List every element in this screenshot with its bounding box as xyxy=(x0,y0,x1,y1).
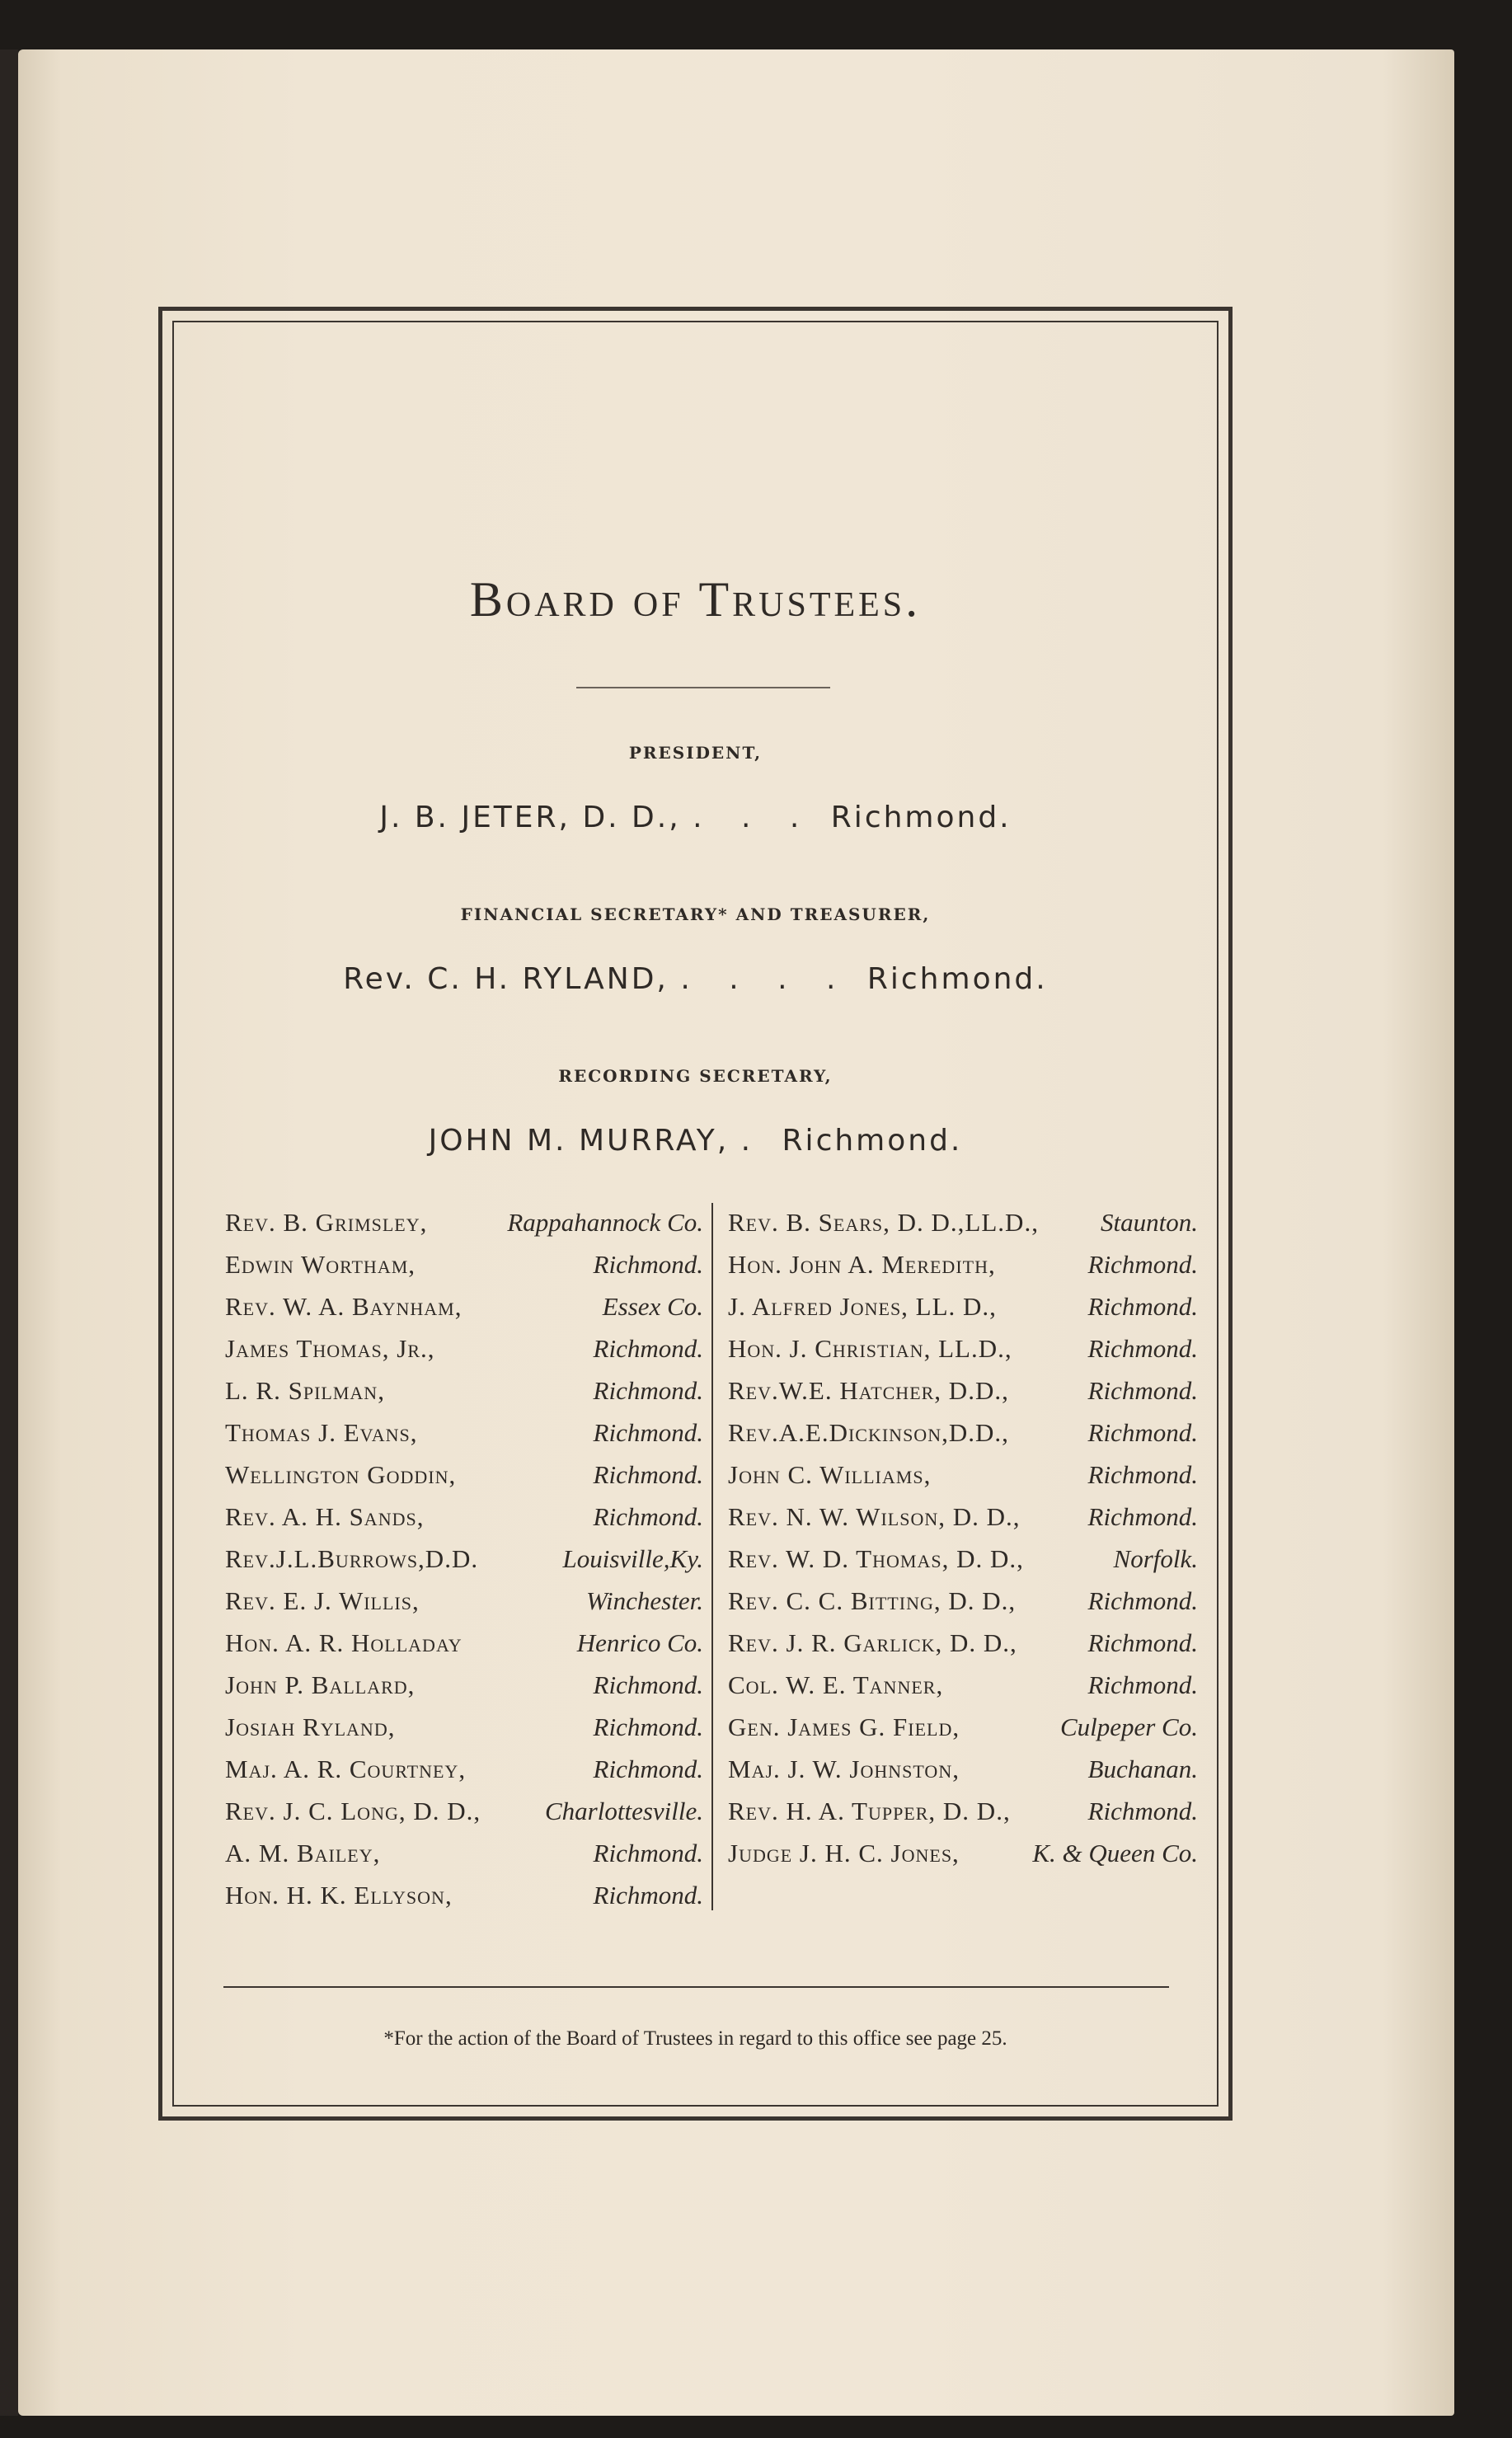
trustee-name: Rev. W. D. Thomas, D. D., xyxy=(728,1544,1024,1573)
trustee-row xyxy=(225,1670,703,1712)
trustee-row xyxy=(728,1797,1198,1839)
trustee-place: Richmond. xyxy=(593,1839,703,1867)
trustee-place: Buchanan. xyxy=(1087,1755,1198,1783)
trustee-name: Rev.J.L.Burrows,D.D. xyxy=(225,1544,479,1573)
footnote: *For the action of the Board of Trustees in regard to this office see page 25. xyxy=(383,2027,1007,2050)
trustee-place: Richmond. xyxy=(593,1418,703,1447)
trustee-name: Rev. N. W. Wilson, D. D., xyxy=(728,1502,1021,1531)
trustee-row xyxy=(728,1376,1198,1418)
trustee-row xyxy=(728,1418,1198,1460)
trustee-row xyxy=(225,1250,703,1292)
trustee-row xyxy=(728,1670,1198,1712)
trustee-place: K. & Queen Co. xyxy=(1032,1839,1198,1867)
trustee-name: John C. Williams, xyxy=(728,1460,932,1489)
trustee-row xyxy=(728,1628,1198,1670)
trustee-name: L. R. Spilman, xyxy=(225,1376,385,1405)
trustee-row xyxy=(225,1418,703,1460)
trustee-row xyxy=(728,1755,1198,1797)
president-leader-dots: . . . xyxy=(693,801,815,834)
trustee-place: Essex Co. xyxy=(602,1292,703,1321)
trustee-name: Col. W. E. Tanner, xyxy=(728,1670,944,1699)
trustee-name: Gen. James G. Field, xyxy=(728,1712,960,1741)
trustee-row xyxy=(728,1460,1198,1502)
trustees-right-column xyxy=(728,1208,1198,1881)
trustee-name: Hon. A. R. Holladay xyxy=(225,1628,463,1657)
trustee-name: Rev. W. A. Baynham, xyxy=(225,1292,463,1321)
book-page xyxy=(18,49,1454,2416)
trustee-row xyxy=(225,1712,703,1755)
trustee-place: Louisville,Ky. xyxy=(562,1544,703,1573)
trustee-place: Winchester. xyxy=(585,1586,703,1615)
trustee-place: Richmond. xyxy=(1087,1502,1198,1531)
trustee-name: Rev. C. C. Bitting, D. D., xyxy=(728,1586,1017,1615)
trustee-place: Richmond. xyxy=(1087,1250,1198,1279)
trustee-name: Rev. B. Grimsley, xyxy=(225,1208,428,1237)
trustee-row xyxy=(225,1208,703,1250)
title-divider xyxy=(576,687,830,688)
trustee-name: J. Alfred Jones, LL. D., xyxy=(728,1292,997,1321)
trustee-place: Richmond. xyxy=(593,1670,703,1699)
trustee-name: John P. Ballard, xyxy=(225,1670,416,1699)
trustee-place: Richmond. xyxy=(1087,1797,1198,1825)
trustee-row xyxy=(728,1712,1198,1755)
trustee-name: Rev. B. Sears, D. D.,LL.D., xyxy=(728,1208,1039,1237)
page-border xyxy=(158,307,1233,2121)
trustee-row xyxy=(728,1250,1198,1292)
trustee-place: Staunton. xyxy=(1101,1208,1198,1237)
trustee-row xyxy=(225,1755,703,1797)
trustee-name: Rev. J. C. Long, D. D., xyxy=(225,1797,481,1825)
trustee-place: Richmond. xyxy=(593,1376,703,1405)
trustee-row xyxy=(225,1334,703,1376)
recording-secretary-leader-dots: . xyxy=(740,1124,766,1158)
trustee-row xyxy=(728,1292,1198,1334)
recording-secretary-label: RECORDING SECRETARY, xyxy=(558,1066,833,1086)
trustee-place: Richmond. xyxy=(1087,1418,1198,1447)
trustee-name: Hon. H. K. Ellyson, xyxy=(225,1881,453,1910)
trustee-name: A. M. Bailey, xyxy=(225,1839,381,1867)
trustee-place: Charlottesville. xyxy=(544,1797,703,1825)
trustee-row xyxy=(728,1334,1198,1376)
trustee-row xyxy=(225,1839,703,1881)
trustee-place: Richmond. xyxy=(1087,1334,1198,1363)
trustee-row xyxy=(728,1586,1198,1628)
trustees-left-column xyxy=(225,1208,703,1923)
financial-secretary-entry xyxy=(174,962,1217,996)
trustee-place: Richmond. xyxy=(593,1460,703,1489)
trustee-name: Rev. H. A. Tupper, D. D., xyxy=(728,1797,1011,1825)
trustee-place: Richmond. xyxy=(1087,1670,1198,1699)
trustee-place: Richmond. xyxy=(1087,1628,1198,1657)
footnote-divider xyxy=(223,1986,1169,1988)
president-place: Richmond. xyxy=(830,801,1012,834)
financial-secretary-name: Rev. C. H. RYLAND, xyxy=(343,962,669,996)
trustee-place: Richmond. xyxy=(593,1755,703,1783)
trustee-row xyxy=(225,1628,703,1670)
trustee-row xyxy=(225,1460,703,1502)
trustee-name: Edwin Wortham, xyxy=(225,1250,416,1279)
page-title: Board of Trustees. xyxy=(469,572,922,627)
financial-secretary-label: FINANCIAL SECRETARY* AND TREASURER, xyxy=(460,904,931,924)
trustee-name: Josiah Ryland, xyxy=(225,1712,396,1741)
trustee-place: Richmond. xyxy=(593,1334,703,1363)
trustee-name: Rev. E. J. Willis, xyxy=(225,1586,420,1615)
book-spine-edge xyxy=(0,49,18,2416)
trustee-row xyxy=(225,1376,703,1418)
trustee-place: Richmond. xyxy=(1087,1292,1198,1321)
trustee-name: Wellington Goddin, xyxy=(225,1460,457,1489)
president-entry xyxy=(174,801,1217,834)
president-name: J. B. JETER, D. D., xyxy=(379,801,681,834)
trustee-name: James Thomas, Jr., xyxy=(225,1334,435,1363)
recording-secretary-name: JOHN M. MURRAY, xyxy=(428,1124,730,1158)
trustee-name: Maj. J. W. Johnston, xyxy=(728,1755,960,1783)
trustee-row xyxy=(225,1544,703,1586)
trustee-place: Norfolk. xyxy=(1113,1544,1198,1573)
trustee-name: Thomas J. Evans, xyxy=(225,1418,418,1447)
trustee-place: Richmond. xyxy=(1087,1586,1198,1615)
financial-secretary-place: Richmond. xyxy=(866,962,1048,996)
trustee-row xyxy=(225,1881,703,1923)
trustee-row xyxy=(225,1797,703,1839)
trustee-place: Henrico Co. xyxy=(576,1628,703,1657)
president-label: PRESIDENT, xyxy=(628,743,763,763)
trustee-place: Richmond. xyxy=(593,1250,703,1279)
trustee-place: Richmond. xyxy=(593,1712,703,1741)
trustee-row xyxy=(225,1586,703,1628)
trustee-place: Rappahannock Co. xyxy=(507,1208,703,1237)
trustee-name: Hon. John A. Meredith, xyxy=(728,1250,996,1279)
trustee-place: Richmond. xyxy=(593,1502,703,1531)
trustee-row xyxy=(225,1292,703,1334)
column-divider xyxy=(711,1203,713,1910)
trustee-name: Rev. J. R. Garlick, D. D., xyxy=(728,1628,1017,1657)
recording-secretary-place: Richmond. xyxy=(782,1124,963,1158)
trustee-place: Culpeper Co. xyxy=(1059,1712,1198,1741)
trustee-row xyxy=(728,1208,1198,1250)
trustee-name: Rev.A.E.Dickinson,D.D., xyxy=(728,1418,1009,1447)
trustee-name: Maj. A. R. Courtney, xyxy=(225,1755,467,1783)
trustee-name: Judge J. H. C. Jones, xyxy=(728,1839,960,1867)
trustee-name: Rev.W.E. Hatcher, D.D., xyxy=(728,1376,1009,1405)
trustee-row xyxy=(728,1502,1198,1544)
page-border-inner xyxy=(172,321,1219,2107)
trustee-row xyxy=(225,1502,703,1544)
trustee-place: Richmond. xyxy=(1087,1460,1198,1489)
recording-secretary-entry xyxy=(174,1124,1217,1158)
trustee-row xyxy=(728,1839,1198,1881)
trustee-row xyxy=(728,1544,1198,1586)
financial-secretary-leader-dots: . . . . xyxy=(680,962,851,996)
trustee-name: Hon. J. Christian, LL.D., xyxy=(728,1334,1012,1363)
trustee-place: Richmond. xyxy=(593,1881,703,1910)
trustee-place: Richmond. xyxy=(1087,1376,1198,1405)
trustee-name: Rev. A. H. Sands, xyxy=(225,1502,425,1531)
